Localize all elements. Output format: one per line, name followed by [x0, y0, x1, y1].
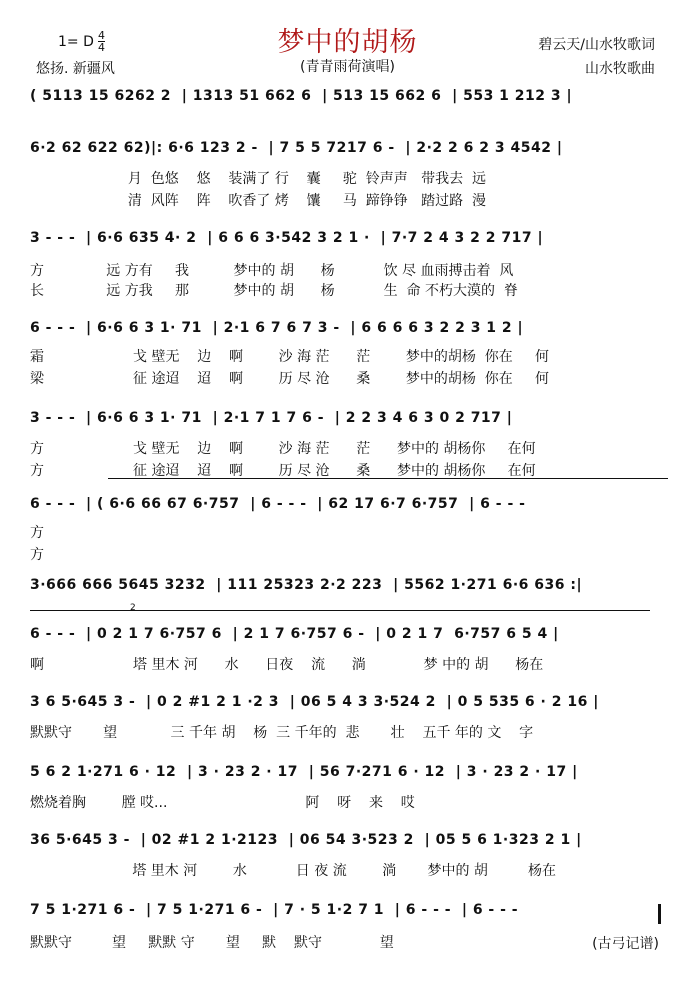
notation-line: ( 5113 15 6262 2 | 1313 51 662 6 | 513 15 662 6 | 553 1 212 3 |	[30, 88, 573, 104]
transcriber-credit: (古弓记谱)	[592, 936, 659, 952]
notation-line: 6 - - - | 6·6 6 3 1· 71 | 2·1 6 7 6 7 3 - | 6 6 6 6 3 2 2 3 1 2 |	[30, 320, 524, 336]
lyric-verse-2: 方	[30, 547, 44, 563]
time-sig-bottom: 4	[98, 41, 105, 54]
lyric-line: 塔 里木 河 水 日 夜 流 淌 梦中的 胡 杨在	[30, 863, 556, 879]
volta-bracket	[108, 478, 668, 479]
lyric-verse-1: 月 色悠 悠 装满了 行 囊 驼 铃声声 带我去 远	[30, 171, 487, 187]
lyricist-credit: 碧云天/山水牧歌词	[538, 37, 655, 53]
lyric-verse-2: 梁 征 途迢 迢 啊 历 尽 沧 桑 梦中的胡杨 你在 何	[30, 371, 550, 387]
notation-line: 5 6 2 1·271 6 · 12 | 3 · 23 2 · 17 | 56 7·271 6 · 12 | 3 · 23 2 · 17 |	[30, 764, 578, 780]
notation-line: 36 5·645 3 - | 02 #1 2 1·2123 | 06 54 3·523 2 | 05 5 6 1·323 2 1 |	[30, 832, 582, 848]
notation-line: 6 - - - | 0 2 1 7 6·757 6 | 2 1 7 6·757 6 - | 0 2 1 7 6·757 6 5 4 |	[30, 626, 559, 642]
composer-credit: 山水牧歌曲	[585, 61, 655, 77]
lyric-line: 啊 塔 里木 河 水 日夜 流 淌 梦 中的 胡 杨在	[30, 657, 544, 673]
lyric-verse-1: 方	[30, 525, 44, 541]
lyric-line: 默默守 望 默默 守 望 默 默守 望	[30, 935, 394, 951]
notation-line: 3 - - - | 6·6 6 3 1· 71 | 2·1 7 1 7 6 - | 2 2 3 4 6 3 0 2 717 |	[30, 410, 513, 426]
final-barline	[658, 904, 661, 924]
lyric-line: 燃烧着胸 膛 哎... 阿 呀 来 哎	[30, 795, 415, 811]
second-ending-bracket	[30, 603, 650, 613]
lyric-line: 默默守 望 三 千年 胡 杨 三 千年的 悲 壮 五千 年的 文 字	[30, 725, 534, 741]
second-ending-number: 2	[130, 603, 136, 613]
notation-line: 3·666 666 5645 3232 | 111 25323 2·2 223 | 5562 1·271 6·6 636 :|	[30, 577, 583, 593]
notation-line: 7 5 1·271 6 - | 7 5 1·271 6 - | 7 · 5 1·2 7 1 | 6 - - - | 6 - - -	[30, 902, 519, 918]
notation-line: 3 - - - | 6·6 635 4· 2 | 6 6 6 3·542 3 2 1 · | 7·7 2 4 3 2 2 717 |	[30, 230, 544, 246]
lyric-verse-1: 方 远 方有 我 梦中的 胡 杨 饮 尽 血雨搏击着 风	[30, 263, 514, 279]
lyric-verse-1: 方 戈 壁无 边 啊 沙 海 茫 茫 梦中的 胡杨你 在何	[30, 441, 536, 457]
lyric-verse-2: 长 远 方我 那 梦中的 胡 杨 生 命 不朽大漠的 脊	[30, 283, 518, 299]
lyric-verse-2: 清 风阵 阵 吹香了 烤 馕 马 蹄铮铮 踏过路 漫	[30, 193, 487, 209]
tempo-marking: 悠扬. 新疆风	[36, 61, 115, 77]
notation-line: 6 - - - | ( 6·6 66 67 6·757 | 6 - - - | 62 17 6·7 6·757 | 6 - - -	[30, 496, 526, 512]
lyric-verse-1: 霜 戈 壁无 边 啊 沙 海 茫 茫 梦中的胡杨 你在 何	[30, 349, 550, 365]
song-title: 梦中的胡杨	[277, 27, 418, 58]
singer-credit: (青青雨荷演唱)	[300, 59, 395, 75]
lyric-verse-2: 方 征 途迢 迢 啊 历 尽 沧 桑 梦中的 胡杨你 在何	[30, 463, 536, 479]
time-sig-top: 4	[98, 29, 105, 42]
key-signature: 1= D	[58, 34, 94, 50]
notation-line: 6·2 62 622 62)|: 6·6 123 2 - | 7 5 5 7217 6 - | 2·2 2 6 2 3 4542 |	[30, 140, 563, 156]
notation-line: 3 6 5·645 3 - | 0 2 #1 2 1 ·2 3 | 06 5 4 3 3·524 2 | 0 5 535 6 · 2 16 |	[30, 694, 599, 710]
